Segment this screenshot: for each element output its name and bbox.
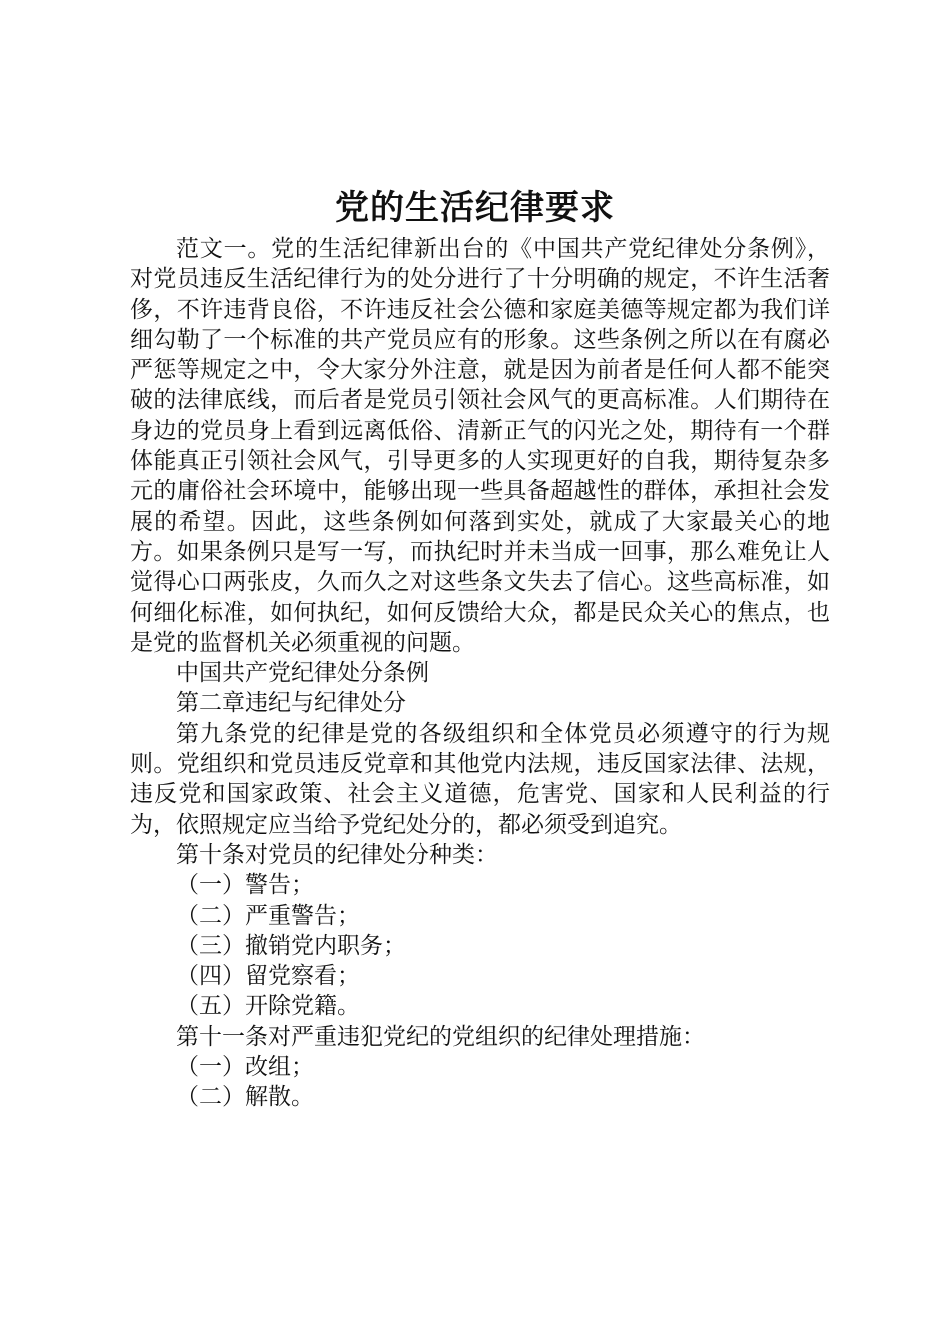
list-item: （一）警告； <box>176 872 314 899</box>
list-item: （二）严重警告； <box>176 902 360 929</box>
document-body <box>130 234 830 1113</box>
list-item: （二）解散。 <box>176 1084 314 1111</box>
paragraph-regulation-name: 中国共产党纪律处分条例 <box>176 660 429 687</box>
paragraph-article-11: 第十一条对严重违犯党纪的党组织的纪律处理措施： <box>176 1023 705 1050</box>
paragraph-article-10: 第十条对党员的纪律处分种类： <box>176 841 498 868</box>
list-item: （三）撤销党内职务； <box>176 932 406 959</box>
document-title: 党的生活纪律要求 <box>335 188 615 228</box>
paragraph-intro: 范文一。党的生活纪律新出台的《中国共产党纪律处分条例》，对党员违反生活纪律行为的处分进行了十分明确的规定，不许生活奢侈，不许违背良俗，不许违反社会公德和家庭美德等规定都为我们详细勾勒了一个标准的共产党员应有的形象。这些条例之所以在有腐必严惩等规定之中，令大家分外注意，就是因为前者是任何人都不能突破的法律底线，而后者是党员引领社会风气的更高标准。人们期待在身边的党员身上看到远离低俗、清新正气的闪光之处，期待有一个群体能真正引领社会风气，引导更多的人实现更好的自我，期待复杂多元的庸俗社会环境中，能够出现一些具备超越性的群体，承担社会发展的希望。因此，这些条例如何落到实处，就成了大家最关心的地方。如果条例只是写一写，而执纪时并未当成一回事，那么难免让人觉得心口两张皮，久而久之对这些条文失去了信心。这些高标准，如何细化标准，如何执纪，如何反馈给大众，都是民众关心的焦点，也是党的监督机关必须重视的问题。 <box>130 236 830 656</box>
list-item: （四）留党察看； <box>176 963 360 990</box>
paragraph-chapter-heading: 第二章违纪与纪律处分 <box>176 690 406 717</box>
paragraph-article-9: 第九条党的纪律是党的各级组织和全体党员必须遵守的行为规则。党组织和党员违反党章和其他党内法规，违反国家法律、法规，违反党和国家政策、社会主义道德，危害党、国家和人民利益的行为，依照规定应当给予党纪处分的，都必须受到追究。 <box>130 720 830 838</box>
list-item: （一）改组； <box>176 1054 314 1081</box>
list-item: （五）开除党籍。 <box>176 993 360 1020</box>
